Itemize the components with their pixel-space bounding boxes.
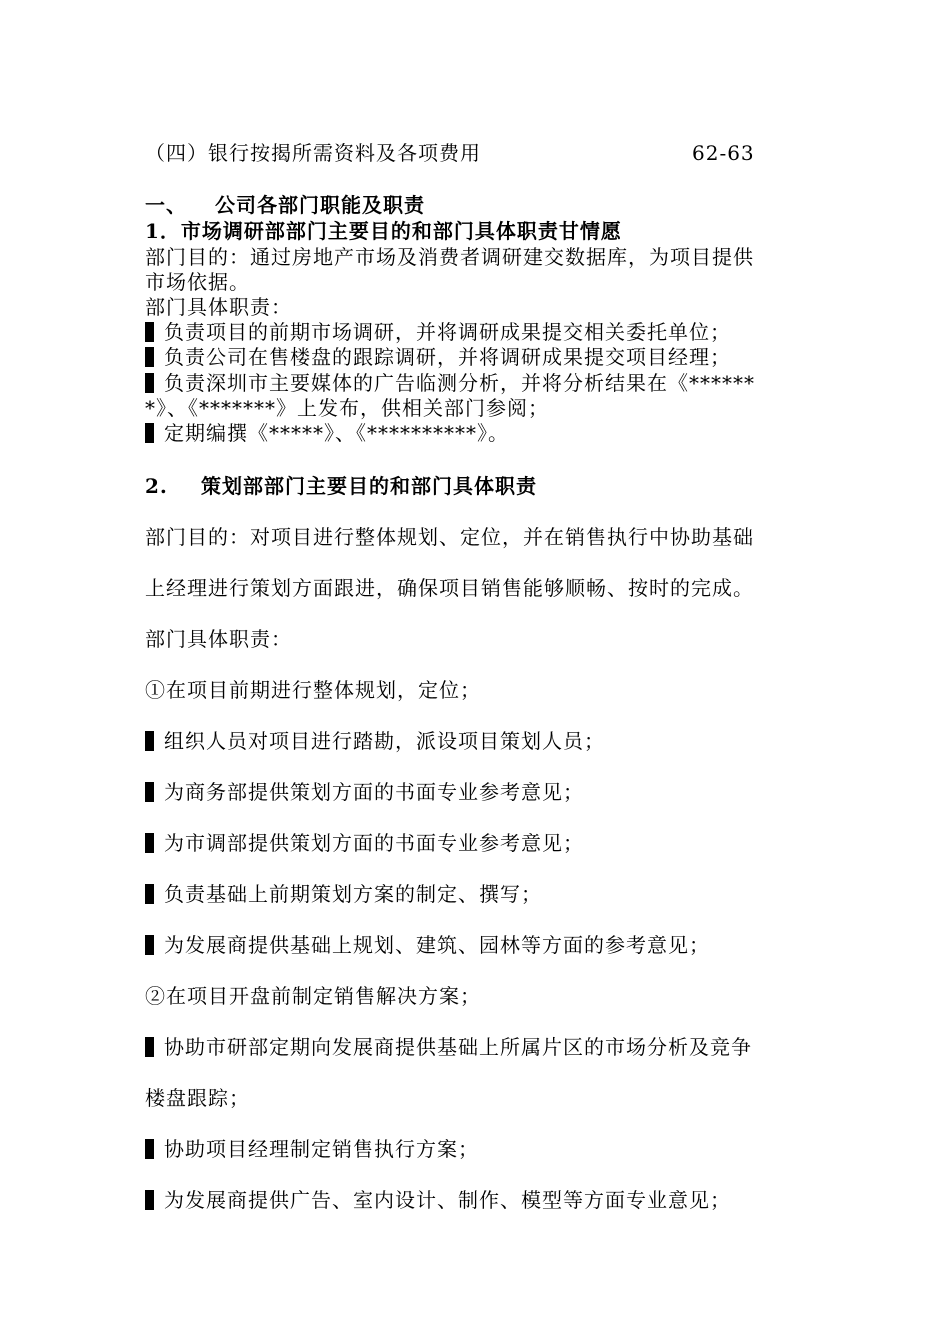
bullet-square-icon	[145, 1190, 154, 1210]
section-heading	[145, 192, 425, 218]
toc-item-text: （四）银行按揭所需资料及各项费用	[145, 141, 481, 165]
planning-duty-item: 组织人员对项目进行踏勘，派设项目策划人员；	[145, 728, 605, 754]
bullet-square-icon	[145, 373, 154, 393]
bullet-square-icon	[145, 1037, 154, 1057]
planning-duty-item: 协助市研部定期向发展商提供基础上所属片区的市场分析及竞争	[145, 1034, 752, 1060]
market-duties-label: 部门具体职责：	[145, 295, 292, 319]
bullet-square-icon	[145, 935, 154, 955]
market-duty-item: 负责项目的前期市场调研，并将调研成果提交相关委托单位；	[145, 319, 731, 345]
planning-duty-item: 负责基础上前期策划方案的制定、撰写；	[145, 881, 542, 907]
bullet-square-icon	[145, 423, 154, 443]
market-purpose-line1: 部门目的：通过房地产市场及消费者调研建交数据库，为项目提供	[145, 245, 754, 269]
section-number: 一、	[145, 193, 187, 217]
planning-duty-item: 为商务部提供策划方面的书面专业参考意见；	[145, 779, 584, 805]
planning-purpose-line2: 上经理进行策划方面跟进，确保项目销售能够顺畅、按时的完成。	[145, 576, 754, 600]
planning-subsection-1: ①在项目前期进行整体规划，定位；	[145, 678, 481, 702]
planning-duty-item: 为发展商提供广告、室内设计、制作、模型等方面专业意见；	[145, 1187, 731, 1213]
bullet-square-icon	[145, 1139, 154, 1159]
planning-number: 2.	[145, 474, 168, 498]
bullet-square-icon	[145, 782, 154, 802]
market-duty-item: 负责深圳市主要媒体的广告临测分析，并将分析结果在《******	[145, 370, 755, 396]
bullet-square-icon	[145, 347, 154, 367]
planning-duty-item: 为市调部提供策划方面的书面专业参考意见；	[145, 830, 584, 856]
planning-dept-heading	[145, 473, 537, 499]
toc-item	[145, 140, 481, 166]
planning-purpose-line1: 部门目的：对项目进行整体规划、定位，并在销售执行中协助基础	[145, 525, 754, 549]
bullet-square-icon	[145, 731, 154, 751]
planning-duties-label: 部门具体职责：	[145, 627, 292, 651]
bullet-square-icon	[145, 884, 154, 904]
section-title: 公司各部门职能及职责	[215, 193, 425, 217]
toc-item-pages: 62-63	[692, 141, 755, 165]
market-dept-heading: 1．市场调研部部门主要目的和部门具体职责甘情愿	[145, 219, 622, 243]
market-duty-continuation: *》、《*******》上发布，供相关部门参阅；	[145, 396, 549, 420]
market-duty-item: 定期编撰《*****》、《**********》。	[145, 420, 509, 446]
planning-title: 策划部部门主要目的和部门具体职责	[201, 474, 537, 498]
planning-duty-continuation: 楼盘跟踪；	[145, 1086, 250, 1110]
planning-subsection-2: ②在项目开盘前制定销售解决方案；	[145, 984, 481, 1008]
planning-duty-item: 为发展商提供基础上规划、建筑、园林等方面的参考意见；	[145, 932, 710, 958]
planning-duty-item: 协助项目经理制定销售执行方案；	[145, 1136, 479, 1162]
bullet-square-icon	[145, 833, 154, 853]
bullet-square-icon	[145, 322, 154, 342]
market-duty-item: 负责公司在售楼盘的跟踪调研，并将调研成果提交项目经理；	[145, 344, 731, 370]
market-purpose-line2: 市场依据。	[145, 270, 250, 294]
